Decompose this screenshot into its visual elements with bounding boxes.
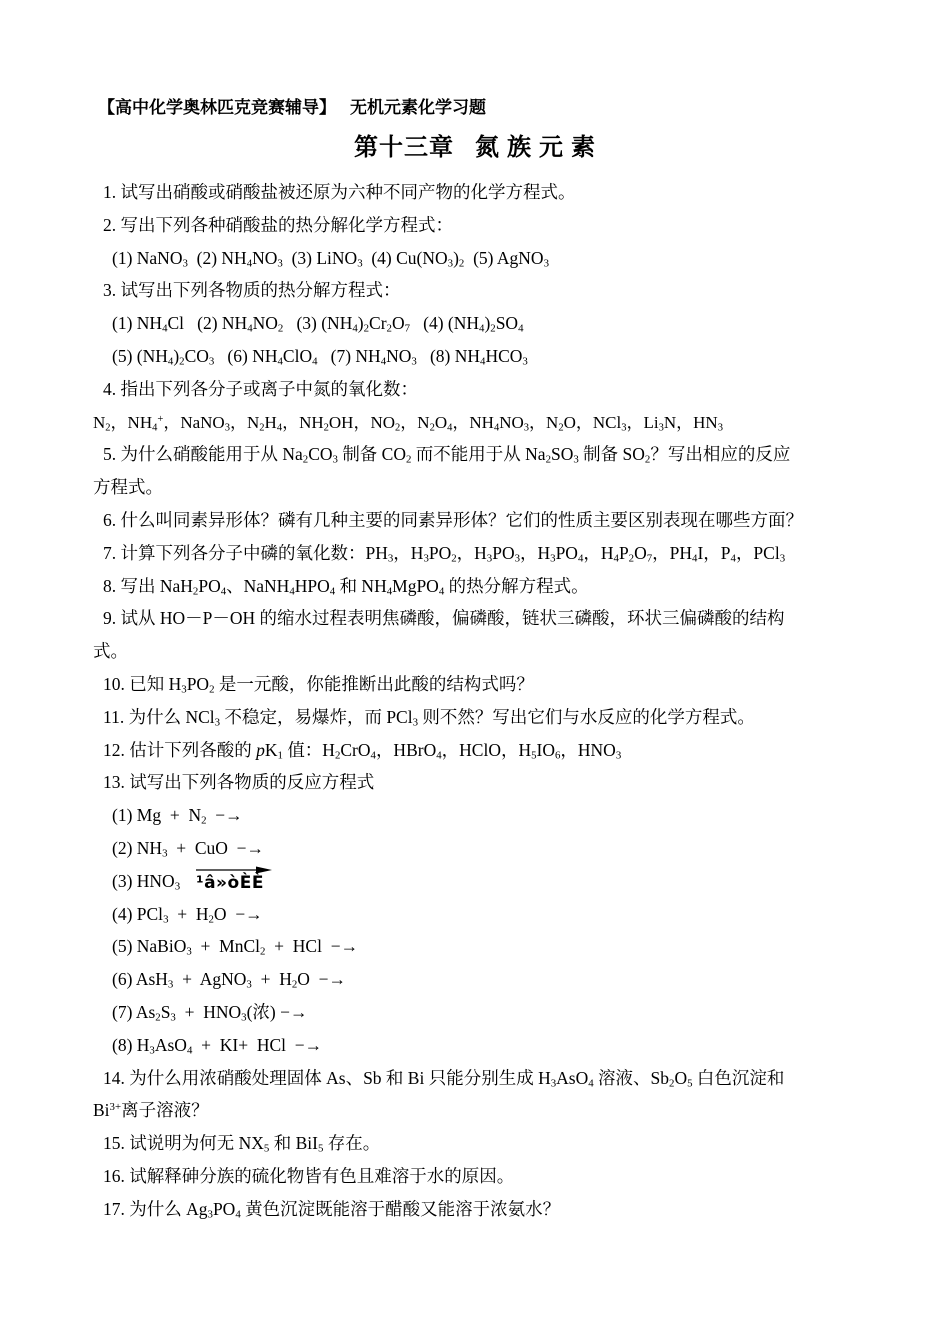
question-17: 17. 为什么 $Ag_3PO_4$ 黄色沉淀既能溶于醋酸又能溶于浓氨水？	[103, 1198, 561, 1221]
question-3: 3. 试写出下列各物质的热分解方程式：	[103, 280, 401, 301]
page-header	[98, 93, 486, 118]
question-8: 8. 写出 $NaH_2PO_4$、$NaNH_4HPO_4$ 和 $NH_4MgPO_4$ 的热分解方程式。	[103, 575, 589, 597]
question-list	[0, 178, 950, 1228]
reaction-8: (8) $H_3AsO_4 + KI+$ HCl −→	[112, 1034, 323, 1057]
question-14-cont: $Bi^{3+}$离子溶液？	[93, 1100, 209, 1121]
question-11: 11. 为什么 NCl$_3$ 不稳定，易爆炸，而 PCl$_3$ 则不然？写出它们与水反应的化学方程式。	[103, 706, 755, 729]
question-4-items: $N_2$，$NH_4^+$，NaNO$_3$，$N_2H_4$，$NH_2OH$，$NO_2$，$N_2O_4$，$NH_4NO_3$，$N_2O$，NCl$_3$，$Li_3N$，$HN_3$	[93, 412, 723, 433]
question-12: 12. 估计下列各酸的 $pK_1$ 值：$H_2CrO_4$，HBrO$_4$，HClO，$H_5IO_6$，$HNO_3$	[103, 739, 622, 761]
header-subject: 无机元素化学习题	[350, 98, 486, 117]
reaction-arrow: −→	[236, 837, 265, 858]
reaction-condition: ¹â»òÈÈ	[196, 872, 264, 893]
reaction-6: (6) AsH$_3$ + AgNO$_3$ + $H_2O$ −→	[112, 969, 347, 991]
reaction-7: (7) $As_2S_3 + HNO_3$(浓) −→	[112, 1001, 308, 1024]
reaction-4: (4) $PCl_3 + H_2O$ −→	[112, 903, 263, 925]
reaction-5: (5) NaBiO$_3$ + MnCl$_2$ + HCl −→	[112, 936, 359, 958]
question-13: 13. 试写出下列各物质的反应方程式	[103, 772, 375, 793]
question-6: 6. 什么叫同素异形体？磷有几种主要的同素异形体？它们的性质主要区别表现在哪些方面？	[103, 509, 803, 530]
question-2-items: (1) NaNO$_3$ (2) $NH_4NO_3$ (3) LiNO$_3$ (4) $Cu(NO_3)_2$ (5) AgNO$_3$	[112, 247, 549, 269]
reaction-arrow: −→	[235, 903, 263, 924]
reaction-2: (2) $NH_3$ + CuO −→	[112, 837, 265, 860]
question-2: 2. 写出下列各种硝酸盐的热分解化学方程式：	[103, 214, 453, 235]
question-9: 9. 试从 HO－P－OH 的缩水过程表明焦磷酸，偏磷酸，链状三磷酸，环状三偏磷酸的结构	[103, 608, 785, 629]
reaction-1: (1) $Mg + N_2$ −→	[112, 805, 243, 827]
reaction-arrow: −→	[330, 936, 359, 957]
question-3-items-a: (1) $NH_4Cl$ (2) $NH_4NO_2$ (3) $(NH_4)_2Cr_2O_7$ (4) $(NH_4)_2SO_4$	[112, 313, 524, 335]
question-10: 10. 已知 $H_3PO_2$ 是一元酸，你能推断出此酸的结构式吗？	[103, 673, 534, 696]
question-14: 14. 为什么用浓硝酸处理固体 As、Sb 和 Bi 只能分别生成 $H_3AsO_4$ 溶液、$Sb_2O_5$ 白色沉淀和	[103, 1067, 785, 1089]
reaction-arrow: −→	[294, 1034, 323, 1055]
question-1: 1. 试写出硝酸或硝酸盐被还原为六种不同产物的化学方程式。	[103, 182, 576, 202]
header-series: 【高中化学奥林匹克竞赛辅导】	[98, 98, 336, 117]
reaction-3: (3) $HNO_3$ ¹â»òÈÈ	[0, 867, 950, 900]
reaction-arrow: −→	[318, 969, 347, 990]
question-16: 16. 试解释砷分族的硫化物皆有色且难溶于水的原因。	[103, 1165, 515, 1186]
question-3-items-b: (5) $(NH_4)_2CO_3$ (6) $NH_4ClO_4$ (7) $NH_4NO_3$ (8) $NH_4HCO_3$	[112, 345, 528, 368]
question-5-cont: 方程式。	[93, 477, 163, 498]
condition-arrow	[196, 867, 278, 893]
question-15: 15. 试说明为何无 $NX_5$ 和 BiI$_5$ 存在。	[103, 1133, 381, 1155]
question-4: 4. 指出下列各分子或离子中氮的氧化数：	[103, 378, 418, 399]
chapter-title: 第十三章 氮 族 元 素	[354, 135, 596, 161]
question-9-cont: 式。	[93, 641, 128, 662]
question-5: 5. 为什么硝酸能用于从 $Na_2CO_3$ 制备 $CO_2$ 而不能用于从 $Na_2SO_3$ 制备 $SO_2$？写出相应的反应	[103, 444, 791, 466]
reaction-arrow: −→	[215, 805, 243, 826]
question-7: 7. 计算下列各分子中磷的氧化数：$PH_3$，$H_3PO_2$，$H_3PO_3$，$H_3PO_4$，$H_4P_2O_7$，$PH_4I$，$P_4$，PCl$_3$	[103, 542, 786, 565]
reaction-arrow: −→	[280, 1001, 308, 1022]
